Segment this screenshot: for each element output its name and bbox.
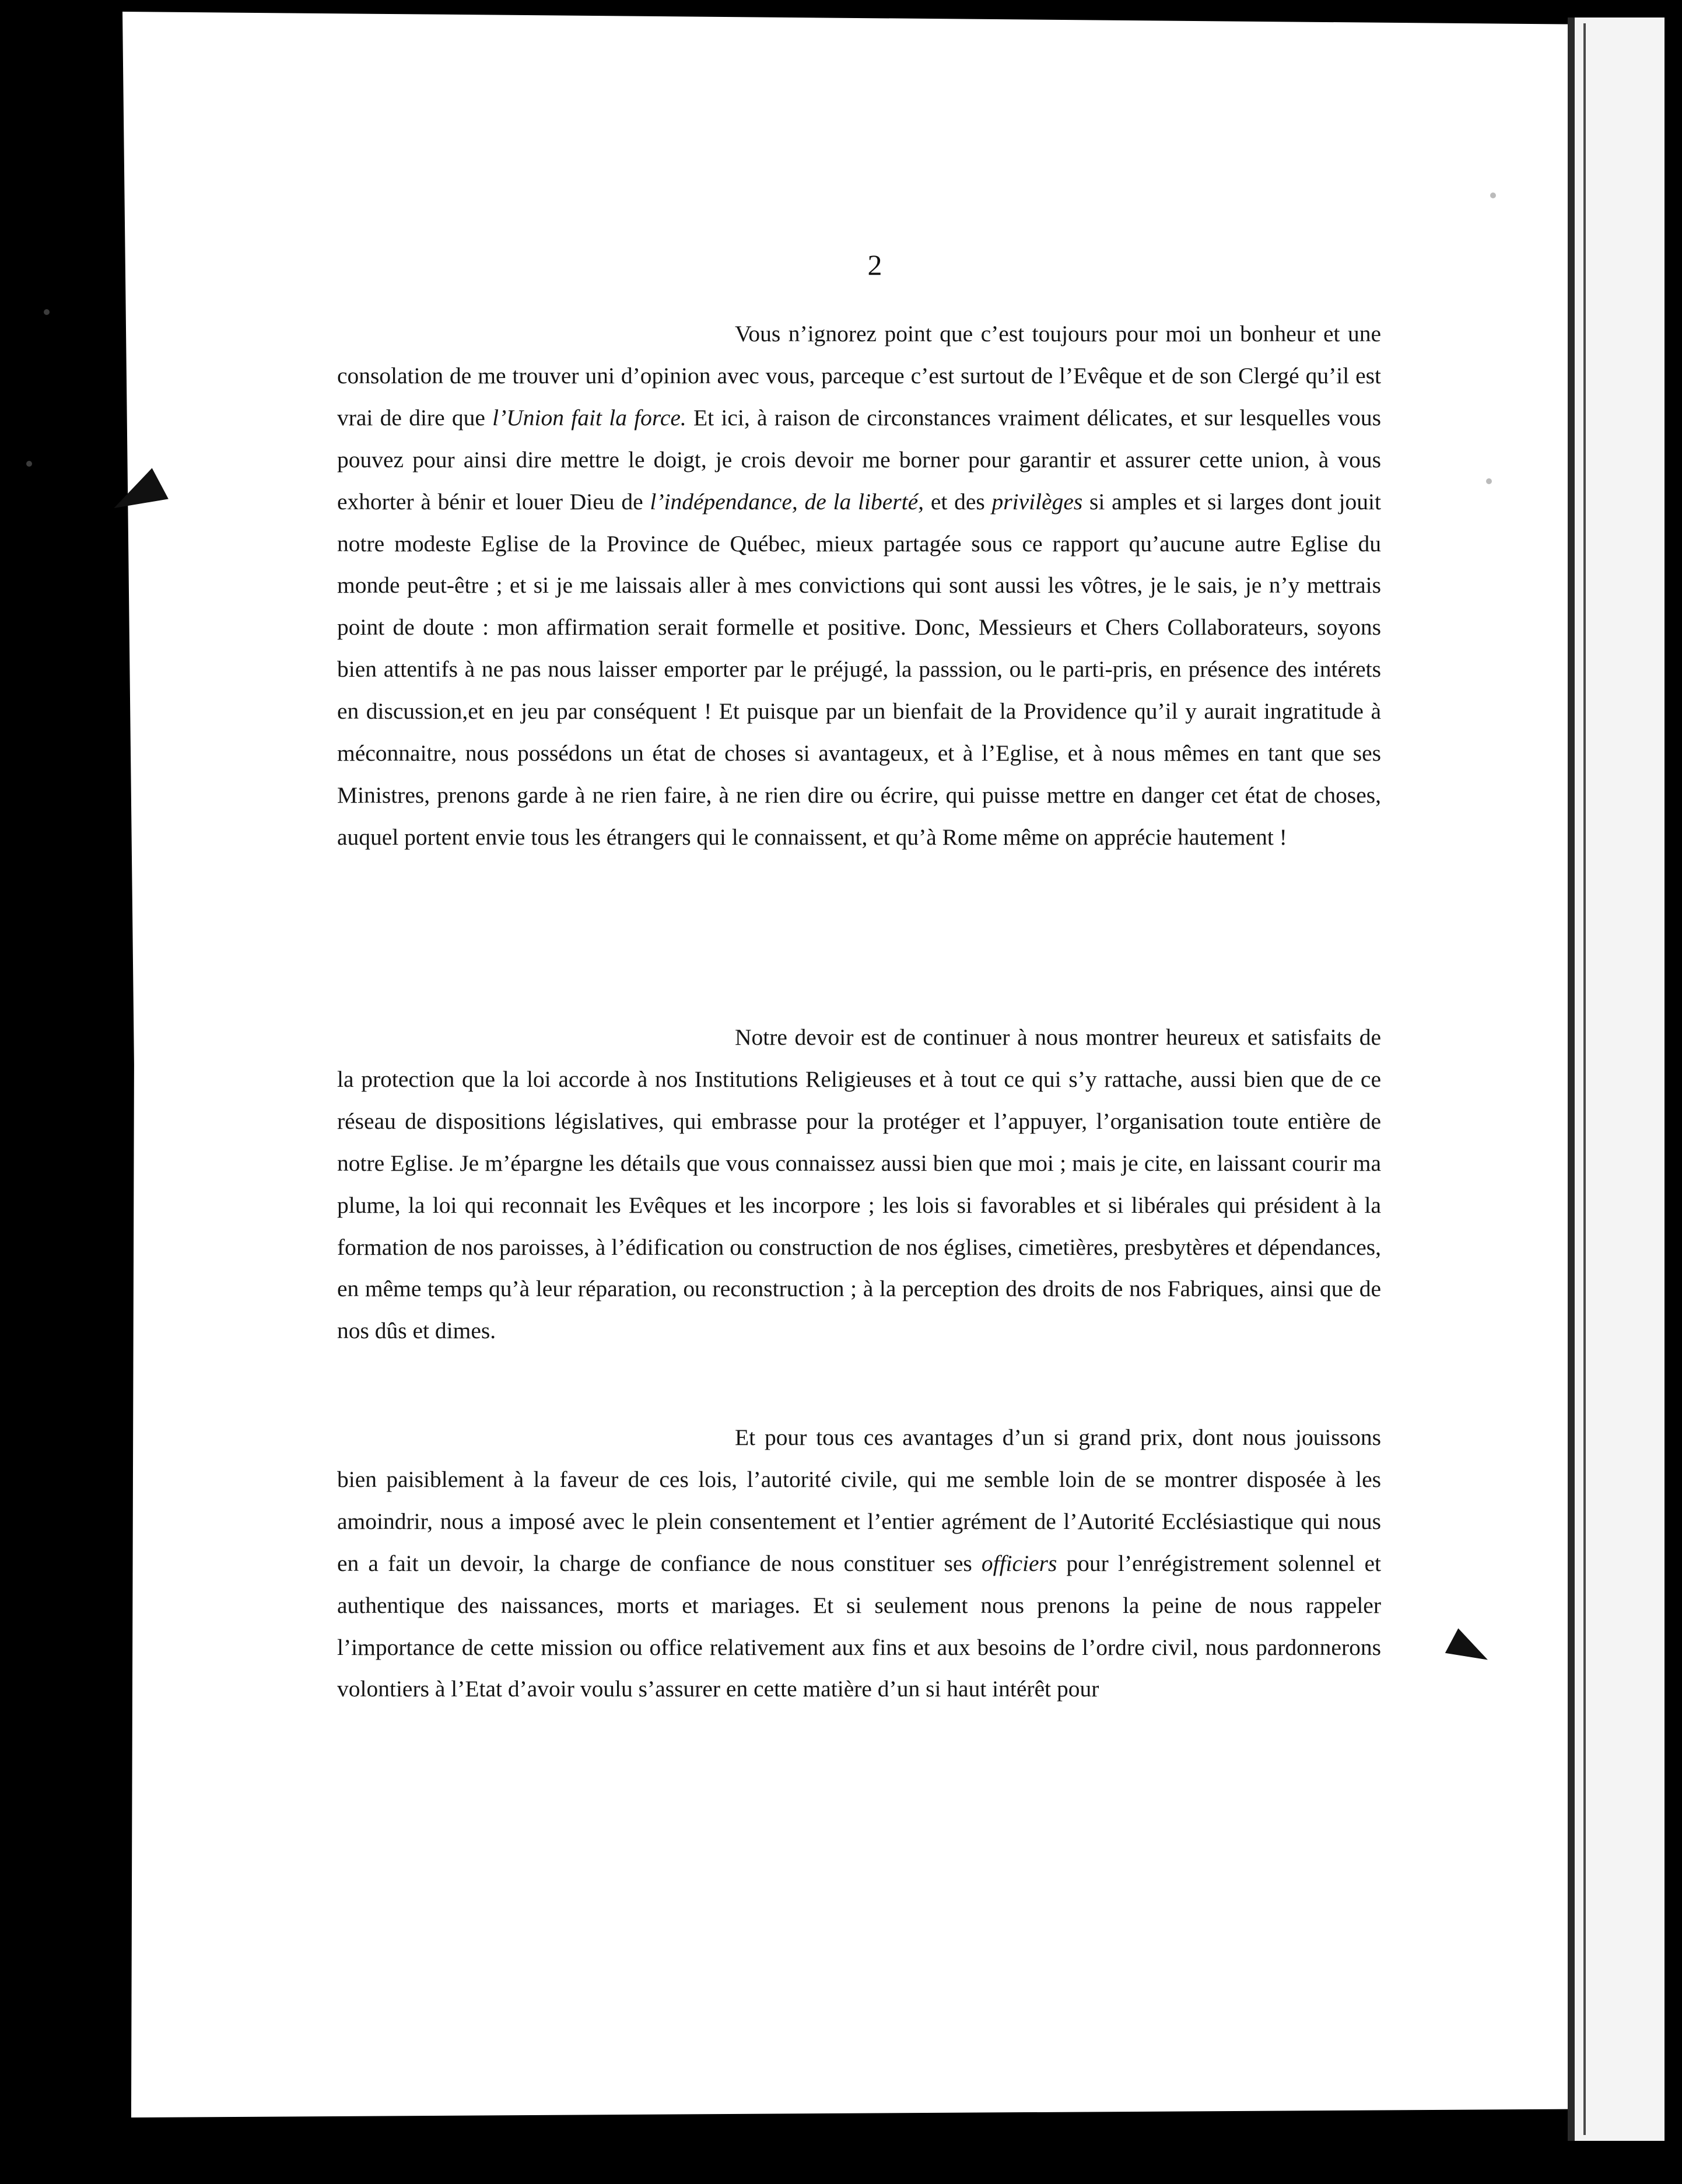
- paragraph-2: [337, 1017, 1381, 1352]
- paragraph-1-italic: l’Union fait la force.: [492, 404, 686, 430]
- paragraph-1-italic: l’indépendance, de la liberté,: [650, 488, 924, 514]
- paragraph-1-text: Et ici, à raison de circonstances vraiment délicates, et sur lesquelles vous pouvez pour ainsi dire mettre le doigt, je crois devoir me borner pour garantir et assurer cette union, à vous exhorter à bénir et louer Dieu de: [337, 404, 1381, 514]
- page-number: 2: [867, 249, 882, 281]
- scan-speck: [44, 309, 50, 315]
- scan-speck: [1486, 478, 1492, 484]
- paragraph-3-text: Et pour tous ces avantages d’un si grand prix, dont nous jouissons bien paisiblement à la faveur de ces lois, l’autorité civile, qui me semble loin de se montrer disposée à les amoindrir, nous a imposé avec le plein consentement et l’entier agrément de l’Autorité Ecclésiastique qui nous en a fait un devoir, la charge de confiance de nous constituer ses: [337, 1424, 1381, 1576]
- paragraph-1-text: Vous n’ignorez point que c’est toujours pour moi un bonheur et une consolation de me trouver uni d’opinion avec vous, parceque c’est surtout de l’Evêque et de son Clergé qu’il est vrai de dire que: [337, 321, 1381, 430]
- next-page-strip: [1575, 18, 1665, 2141]
- paragraph-1: [337, 313, 1381, 859]
- paragraph-1-italic: privilèges: [991, 488, 1083, 514]
- paragraph-1-text: si amples et si larges dont jouit notre modeste Eglise de la Province de Québec, mieux partagée sous ce rapport qu’aucune autre Eglise du monde peut-être ; et si je me laissais aller à mes convictions qui sont aussi les vôtres, je le sais, je n’y mettrais point de doute : mon affirmation serait formelle et positive. Donc, Messieurs et Chers Collaborateurs, soyons bien attentifs à ne pas nous laisser emporter par le préjugé, la passsion, ou le parti-pris, en présence des intérets en discussion,et en jeu par conséquent ! Et puisque par un bienfait de la Providence qu’il y aurait ingratitude à méconnaitre, nous possédons un état de choses si avantageux, et à l’Eglise, et à nous mêmes en tant que ses Ministres, prenons garde à ne rien faire, à ne rien dire ou écrire, qui puisse mettre en danger cet état de choses, auquel portent envie tous les étrangers qui le connaissent, et qu’à Rome même on apprécie hautement !: [337, 488, 1381, 850]
- paragraph-2-text: Notre devoir est de continuer à nous montrer heureux et satisfaits de la protection que la loi accorde à nos Institutions Religieuses et à tout ce qui s’y rattache, aussi bien que de ce réseau de dispositions législatives, qui embrasse pour la protéger et l’appuyer, l’organisation toute entière de notre Eglise. Je m’épargne les détails que vous connaissez aussi bien que moi ; mais je cite, en laissant courir ma plume, la loi qui reconnait les Evêques et les incorpore ; les lois si favorables et si libérales qui président à la formation de nos paroisses, à l’édification ou construction de nos églises, cimetières, presbytères et dépendances, en même temps qu’à leur réparation, ou reconstruction ; à la perception des droits de nos Fabriques, ainsi que de nos dûs et dimes.: [337, 1024, 1381, 1344]
- paragraph-3: [337, 1417, 1381, 1710]
- paragraph-3-italic: officiers: [981, 1550, 1057, 1576]
- paragraph-3-text: pour l’enrégistrement solennel et authentique des naissances, morts et mariages. Et si seulement nous prenons la peine de nous rappeler l’importance de cette mission ou office relativement aux fins et aux besoins de l’ordre civil, nous pardonnerons volontiers à l’Etat d’avoir voulu s’assurer en cette matière d’un si haut intérêt pour: [337, 1550, 1381, 1702]
- binding-line: [1583, 23, 1586, 2135]
- paragraph-1-text: et des: [924, 488, 992, 514]
- scan-speck: [1490, 192, 1496, 198]
- scan-speck: [26, 461, 32, 467]
